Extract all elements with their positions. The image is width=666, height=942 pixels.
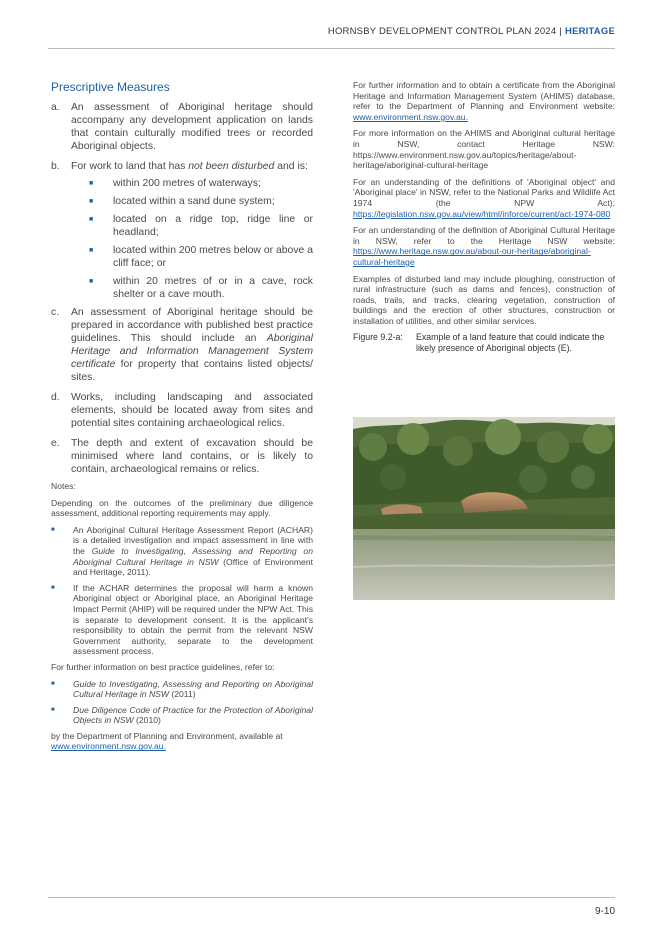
measure-c [51,306,313,384]
right-column [353,80,615,354]
ahims-paragraph: For further information and to obtain a certificate from the Aboriginal Heritage and Information Management System (AHIMS) database, refer to the Department of Planning and Environment website: www.environment.nsw.gov.au. [353,80,615,122]
measure-marker: a. [51,102,60,113]
left-column [51,80,313,752]
bullet-icon: ■ [89,247,94,254]
environment-link[interactable]: www.environment.nsw.gov.au. [353,111,468,122]
list-item: ■ An Aboriginal Cultural Heritage Assessment Report (ACHAR) is a detailed investigation and impact assessment in line with the Guide to Investigating, Assessing and Reporting on Aboriginal Cultural Heritage in NSW (Office of Environment and Heritage, 2011). [51,524,313,578]
list-item: ■ If the ACHAR determines the proposal will harm a known Aboriginal object or Aboriginal place, an Aboriginal Heritage Impact Permit (AHIP) will be required under the NPW Act. This is separate to development consent. It is the applicant's responsibility to obtain the permit from the relevant NSW Government authority, separate to the development assessment process. [51,582,313,657]
disturbed-land-paragraph: Examples of disturbed land may include ploughing, construction of rural infrastructure (such as dams and fences), construction of roads, trails, and tracks, clearing vegetation, construction of buildings and the erection of other structures, construction or installation of utilities, and other similar services. [353,273,615,326]
measure-d [51,391,313,430]
environment-link[interactable]: www.environment.nsw.gov.au. [51,741,166,752]
legislation-link[interactable]: https://legislation.nsw.gov.au/view/html/inforce/current/act-1974-080 [353,208,611,219]
list-item: ■ located within 200 metres below or above a cliff face; or [89,245,313,269]
guidelines-list [51,679,313,726]
contact-paragraph: For more information on the AHIMS and Aboriginal cultural heritage in NSW, contact Heritage NSW: https://www.environment.nsw.gov.au/topics/heritage/about-heritage/aboriginal-cultural-heritage [353,128,615,171]
further-info: For further information on best practice guidelines, refer to: [51,661,275,672]
bullet-icon: ■ [89,216,94,223]
measure-marker: d. [51,392,60,403]
measure-marker: b. [51,161,60,172]
section-heading: Prescriptive Measures [51,80,170,94]
availability-text: by the Department of Planning and Environment, available at www.environment.nsw.gov.au. [51,730,283,752]
list-item: ■ Due Diligence Code of Practice for the Protection of Aboriginal Objects in NSW (2010) [51,704,313,726]
bullet-icon: ■ [89,180,94,187]
measure-text: An assessment of Aboriginal heritage should be prepared in accordance with published best practice guidelines. This should include an Aboriginal Heritage and Information Management System certificate for property that contains listed objects/ sites. [71,307,313,383]
measure-text: Works, including landscaping and associated elements, should be located away from sites and potential sites containing archaeological relics. [71,392,313,429]
notes-label: Notes: [51,481,76,491]
figure-label: Figure 9.2-a: [353,332,403,343]
landscape-photo [353,417,615,600]
footer-rule [48,897,615,898]
measure-e [51,437,313,476]
measure-marker: e. [51,438,60,449]
heritage-paragraph: For an understanding of the definition of Aboriginal Cultural Heritage in NSW, refer to the Heritage NSW website: https://www.heritage.nsw.gov.au/about-our-heritage/aboriginal-cultural-heritage [353,225,615,267]
measure-text: The depth and extent of excavation should be minimised where land contains, or is likely to contain, archaeological remains or relics. [71,438,313,475]
header-rule [48,48,615,49]
list-item: ■ located within a sand dune system; [89,196,275,207]
header-separator: | [559,26,563,37]
measure-b-sublist [89,177,313,301]
running-header [328,26,615,37]
notes-intro: Depending on the outcomes of the preliminary due diligence assessment, additional reporting requirements may apply. [51,497,313,519]
section-name: HERITAGE [565,26,615,37]
bullet-icon: ■ [51,526,55,533]
figure-caption [353,332,615,354]
bullet-icon: ■ [51,584,55,591]
list-item: ■ Guide to Investigating, Assessing and Reporting on Aboriginal Cultural Heritage in NSW (2011) [51,678,313,700]
measure-marker: c. [51,307,60,318]
measure-text: An assessment of Aboriginal heritage should accompany any development application on lands that contain culturally modified trees or recorded Aboriginal objects. [71,102,313,152]
list-item: ■ within 200 metres of waterways; [89,178,261,189]
list-item: ■ within 20 metres of or in a cave, rock shelter or a cave mouth. [89,276,313,300]
definitions-paragraph: For an understanding of the definitions of 'Aboriginal object' and 'Aboriginal place' in NSW, refer to the National Parks and Wildlife Act 1974 (the NPW Act); https://legislation.nsw.gov.au/view/html/inforce/current/act-1974-080 [353,176,615,219]
figure-caption-text: Example of a land feature that could indicate the likely presence of Aboriginal objects (E). [416,332,605,354]
notes-list [51,525,313,657]
list-item: ■ located on a ridge top, ridge line or headland; [89,214,313,238]
page-number: 9-10 [594,906,615,917]
bullet-icon: ■ [89,278,94,285]
measure-a [51,101,313,153]
bullet-icon: ■ [51,680,55,687]
heritage-link[interactable]: https://www.heritage.nsw.gov.au/about-our-heritage/aboriginal-cultural-heritage [353,246,591,267]
measure-b [51,160,313,173]
bullet-icon: ■ [89,198,94,205]
document-title: HORNSBY DEVELOPMENT CONTROL PLAN 2024 [327,26,557,37]
measure-text: For work to land that has not been disturbed and is: [71,161,308,172]
bullet-icon: ■ [51,706,55,713]
